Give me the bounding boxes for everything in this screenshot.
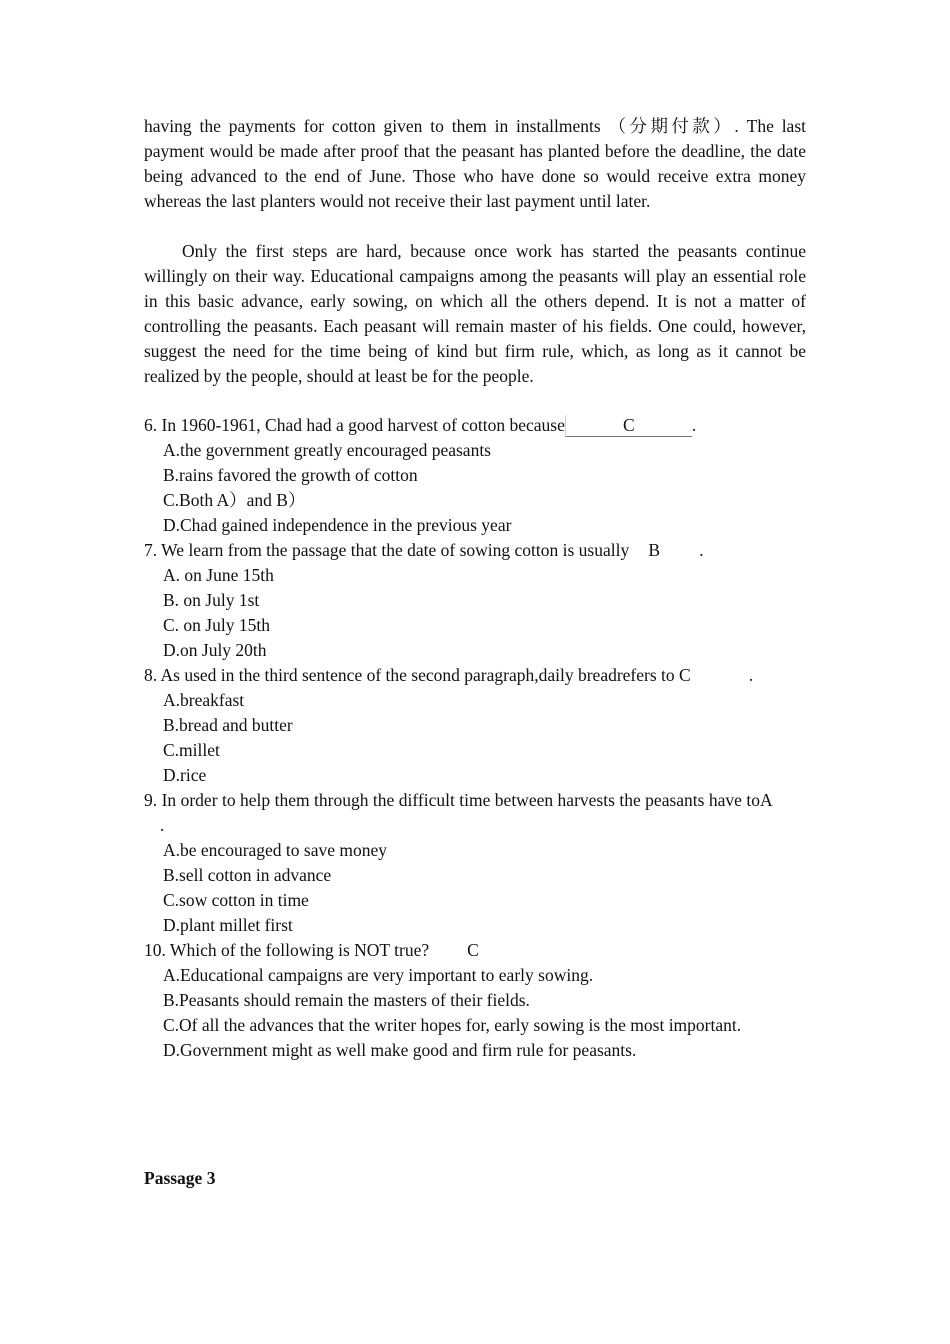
- option-a: A.the government greatly encouraged peasants: [163, 440, 491, 460]
- answer-blank[interactable]: C: [565, 415, 692, 437]
- option-c: C.sow cotton in time: [163, 890, 309, 910]
- passage-paragraph-2: Only the first steps are hard, because once work has started the peasants continue willingly on their way. Educational campaigns among the peasants will play an essential role in this basic advance, early sowing, on which all the others depend. It is not a matter of controlling the peasants. Each peasant will remain master of his fields. One could, however, suggest the need for the time being of kind but firm rule, which, as long as it cannot be realized by the people, should at least be for the people.: [144, 241, 806, 386]
- option-d: D.plant millet first: [163, 915, 293, 935]
- answer-letter: C: [467, 940, 479, 960]
- question-7: [144, 538, 806, 663]
- question-stem: [144, 788, 806, 838]
- answer-letter: B: [648, 540, 661, 560]
- question-text: 9. In order to help them through the difficult time between harvests the peasants have to: [144, 790, 760, 810]
- question-list: [144, 413, 806, 1063]
- answer-letter: C: [679, 665, 691, 685]
- question-stem: [144, 938, 806, 963]
- question-text: 6. In 1960-1961, Chad had a good harvest of cotton because: [144, 415, 565, 435]
- reading-passage: [144, 114, 806, 389]
- question-end-punct: .: [160, 815, 165, 835]
- option-d: D.Government might as well make good and firm rule for peasants.: [163, 1040, 637, 1060]
- question-text: 8. As used in the third sentence of the second paragraph,daily breadrefers to: [144, 665, 675, 685]
- option-a: A.breakfast: [163, 690, 245, 710]
- option-c: C.Of all the advances that the writer hopes for, early sowing is the most important.: [163, 1015, 742, 1035]
- option-b: B.bread and butter: [163, 715, 293, 735]
- question-end-punct: .: [691, 415, 697, 435]
- option-a: A. on June 15th: [163, 565, 274, 585]
- section-heading: Passage 3: [144, 1168, 216, 1188]
- question-9: [144, 788, 806, 938]
- option-b: B. on July 1st: [163, 590, 260, 610]
- question-end-punct: .: [748, 665, 754, 685]
- option-b: B.sell cotton in advance: [163, 865, 332, 885]
- question-end-punct: .: [699, 540, 704, 560]
- question-text: 10. Which of the following is NOT true?: [144, 940, 430, 960]
- question-text: 7. We learn from the passage that the date of sowing cotton is usually: [144, 540, 630, 560]
- question-8: [144, 663, 806, 788]
- option-b: B.Peasants should remain the masters of their fields.: [163, 990, 530, 1010]
- answer-letter: A: [760, 790, 773, 810]
- option-d: D.rice: [163, 765, 207, 785]
- option-d: D.on July 20th: [163, 640, 267, 660]
- option-c: C. on July 15th: [163, 615, 270, 635]
- question-stem: [144, 538, 806, 563]
- option-a: A.be encouraged to save money: [163, 840, 388, 860]
- question-6: [144, 413, 806, 538]
- option-c: C.Both A）and B）: [163, 490, 306, 510]
- option-b: B.rains favored the growth of cotton: [163, 465, 418, 485]
- option-c: C.millet: [163, 740, 220, 760]
- question-stem: [144, 413, 806, 438]
- passage-paragraph-1: having the payments for cotton given to them in installments （分期付款）. The last payment would be made after proof that the peasant has planted before the deadline, the date being advanced to the end of June. Those who have done so would receive extra money whereas the last planters would not receive their last payment until later.: [144, 116, 806, 211]
- question-stem: [144, 663, 806, 688]
- option-a: A.Educational campaigns are very important to early sowing.: [163, 965, 594, 985]
- question-10: [144, 938, 806, 1063]
- option-d: D.Chad gained independence in the previous year: [163, 515, 512, 535]
